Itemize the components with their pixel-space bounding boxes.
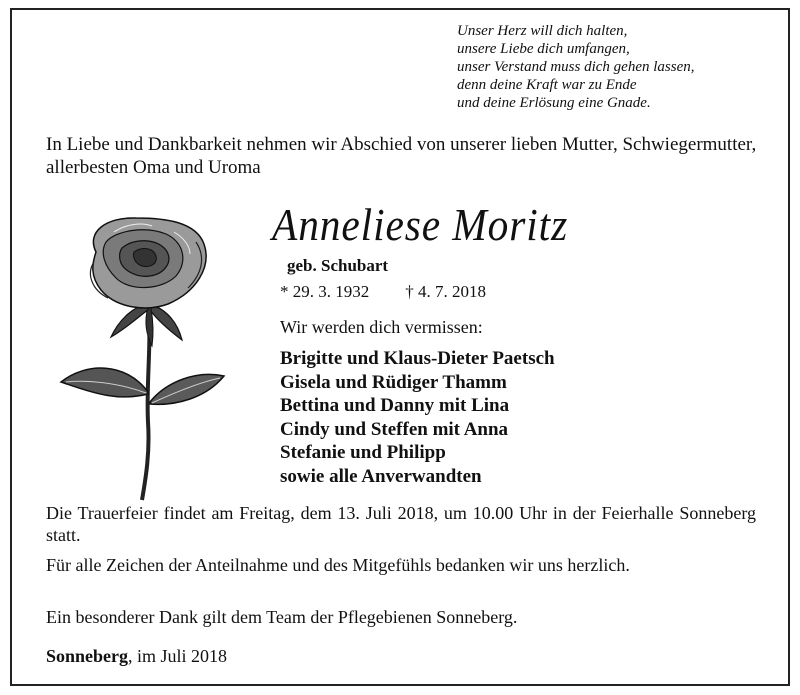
thanks-text: Für alle Zeichen der Anteilnahme und des Mitgefühls bedanken wir uns herzlich. xyxy=(46,555,630,575)
poem-line: Unser Herz will dich halten, xyxy=(457,23,628,39)
signature-date: , im Juli 2018 xyxy=(128,646,228,666)
poem-line: unser Verstand muss dich gehen lassen, xyxy=(457,59,695,75)
family-member: Stefanie und Philipp xyxy=(280,442,446,463)
rose-illustration xyxy=(56,212,236,502)
poem xyxy=(457,22,694,112)
poem-line: denn deine Kraft war zu Ende xyxy=(457,77,637,93)
poem-line: und deine Erlösung eine Gnade. xyxy=(457,95,651,111)
family-member: Cindy und Steffen mit Anna xyxy=(280,418,509,440)
family-member: sowie alle Anverwandten xyxy=(280,465,482,487)
life-dates xyxy=(280,282,486,302)
birth-name: geb. Schubart xyxy=(287,256,389,275)
signature-place: Sonneberg xyxy=(46,646,129,666)
miss-line: Wir werden dich vermissen: xyxy=(280,317,483,337)
signature xyxy=(46,646,227,667)
funeral-info: Die Trauerfeier findet am Freitag, dem 13. Juli 2018, um 10.00 Uhr in der Feierhalle Sonneberg statt. xyxy=(46,503,756,545)
family-list xyxy=(280,347,555,488)
deceased-name: Anneliese Moritz xyxy=(272,199,569,250)
family-member: Brigitte und Klaus-Dieter Paetsch xyxy=(280,348,555,369)
intro-text: In Liebe und Dankbarkeit nehmen wir Abschied von unserer lieben Mutter, Schwiegermutter, allerbesten Oma und Uroma xyxy=(46,134,757,178)
death-date: † 4. 7. 2018 xyxy=(405,282,486,301)
family-member: Gisela und Rüdiger Thamm xyxy=(280,371,507,393)
family-member: Bettina und Danny mit Lina xyxy=(280,395,510,416)
birth-date: * 29. 3. 1932 xyxy=(280,282,370,301)
poem-line: unsere Liebe dich umfangen, xyxy=(457,41,630,57)
special-thanks-text: Ein besonderer Dank gilt dem Team der Pflegebienen Sonneberg. xyxy=(46,607,518,627)
